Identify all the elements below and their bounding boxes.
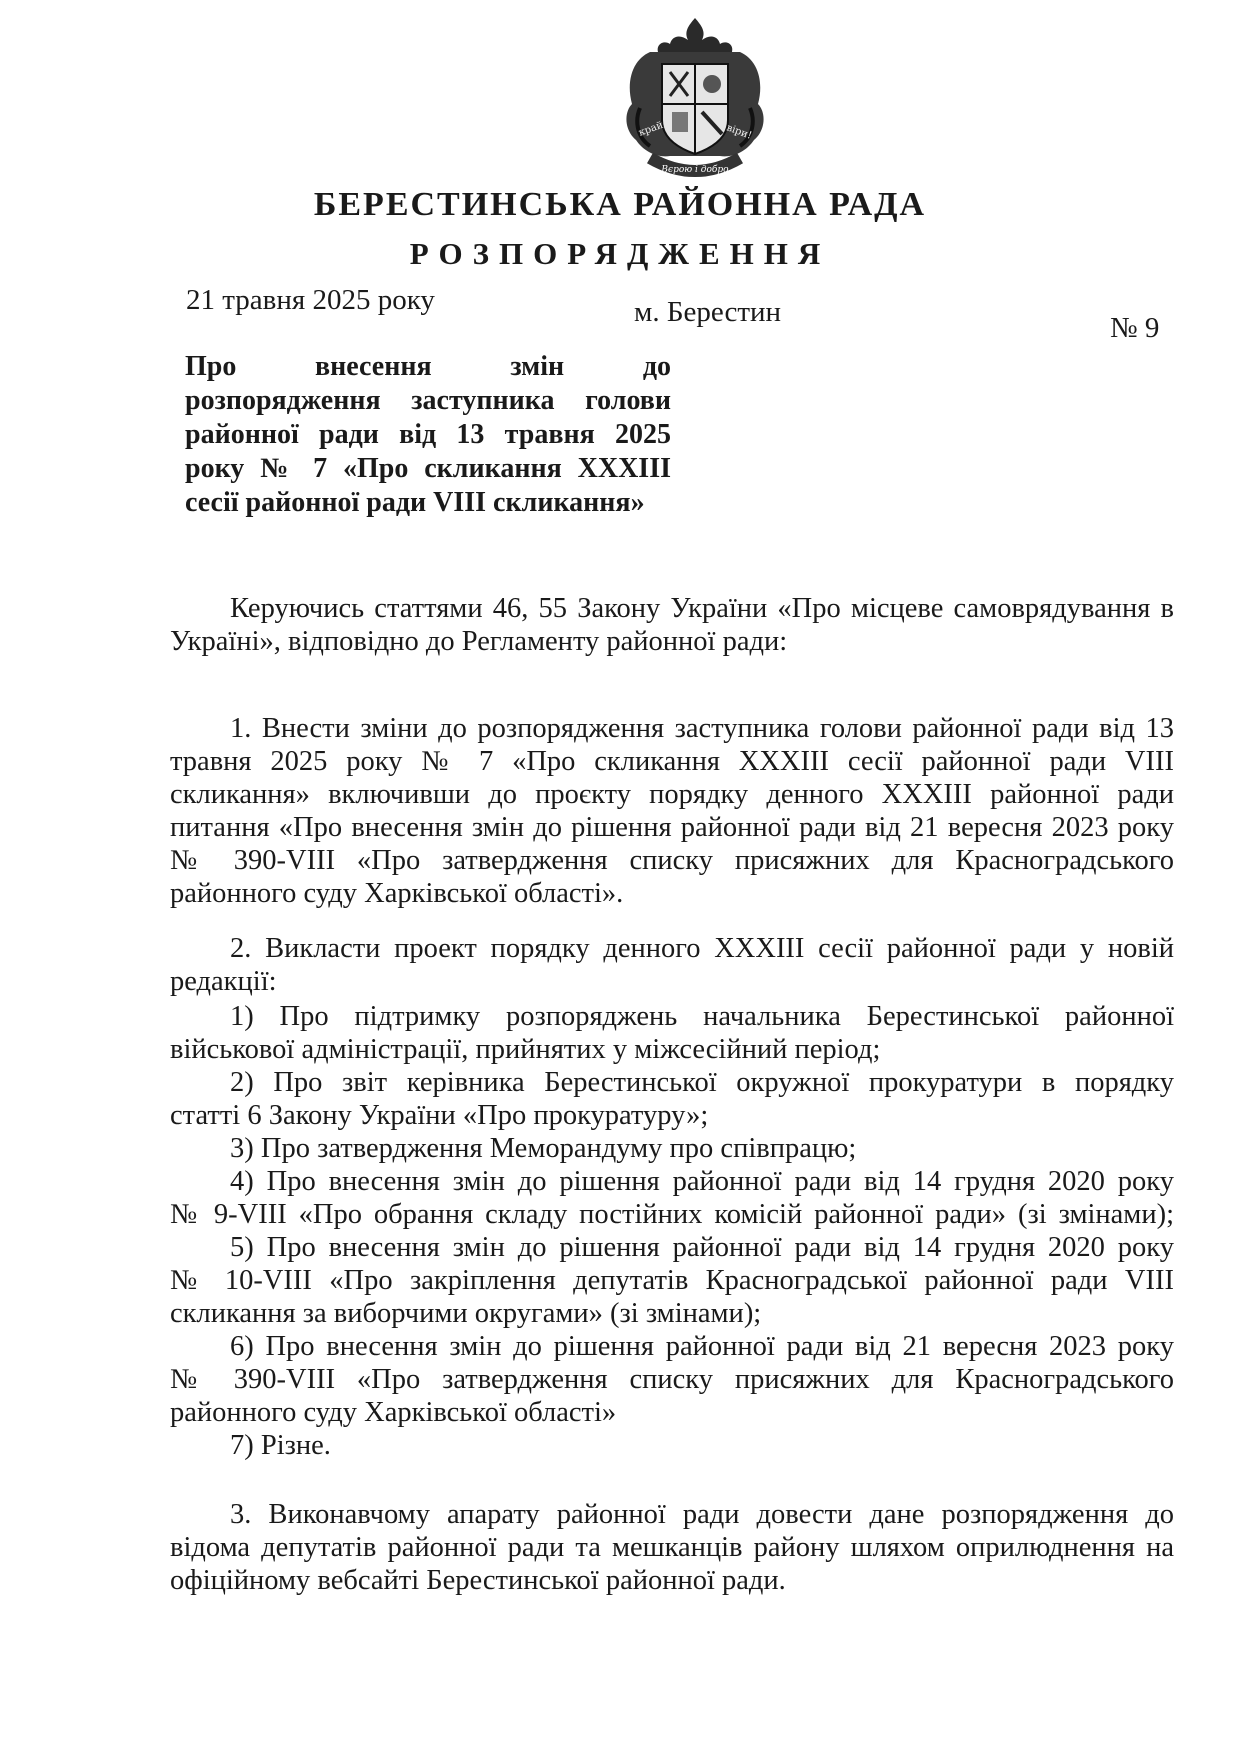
document-type-title: РОЗПОРЯДЖЕННЯ <box>409 236 831 271</box>
subject-line: районної ради від 13 травня 2025 <box>185 419 671 450</box>
agenda-item: 3) Про затвердження Меморандуму про співпрацю; <box>230 1133 857 1164</box>
preamble-line: Керуючись статтями 46, 55 Закону України «Про місцеве самоврядування в <box>230 593 1174 624</box>
document-city: м. Берестин <box>634 296 782 328</box>
document-date: 21 травня 2025 року <box>186 284 435 316</box>
agenda-item: № 9-VIII «Про обрання складу постійних комісій районної ради» (зі змінами); <box>170 1199 1174 1230</box>
document-subject <box>185 350 671 520</box>
item-1-paragraph <box>170 712 1174 910</box>
item-3-paragraph <box>170 1498 1174 1597</box>
agenda-item: 4) Про внесення змін до рішення районної ради від 14 грудня 2020 року <box>230 1166 1174 1197</box>
preamble-paragraph <box>170 592 1174 658</box>
emblem-text-left: край <box>637 119 665 139</box>
item-3-line: відома депутатів районної ради та мешканців району шляхом оприлюднення на <box>170 1532 1174 1563</box>
agenda-item: районного суду Харківської області» <box>170 1397 617 1428</box>
item-1-line: районного суду Харківської області». <box>170 878 624 909</box>
coat-of-arms-emblem <box>610 12 780 184</box>
item-3-line: 3. Виконавчому апарату районної ради довести дане розпорядження до <box>230 1499 1174 1530</box>
subject-line: Про внесення змін до <box>185 351 671 382</box>
subject-line: року № 7 «Про скликання XXXIII <box>185 453 671 484</box>
item-1-line: питання «Про внесення змін до рішення районної ради від 21 вересня 2023 року <box>170 812 1174 843</box>
item-1-line: травня 2025 року № 7 «Про скликання XXXIII сесії районної ради VIII <box>170 746 1174 777</box>
emblem-text-right: віри! <box>724 122 754 142</box>
agenda-item: 7) Різне. <box>230 1430 331 1461</box>
agenda-item: 2) Про звіт керівника Берестинської окружної прокуратури в порядку <box>230 1067 1174 1098</box>
emblem-motto: Вєрою і добро <box>661 165 729 175</box>
item-2-line: 2. Викласти проект порядку денного XXXIII сесії районної ради у новій <box>230 933 1174 964</box>
agenda-list <box>170 1000 1174 1462</box>
item-2-paragraph <box>170 932 1174 998</box>
item-1-line: № 390-VIII «Про затвердження списку присяжних для Красноградського <box>170 845 1174 876</box>
agenda-item: статті 6 Закону України «Про прокуратуру»; <box>170 1100 709 1131</box>
item-2-line: редакції: <box>170 966 277 997</box>
agenda-item: № 10-VIII «Про закріплення депутатів Красноградської районної ради VIII <box>170 1265 1174 1296</box>
agenda-item: 1) Про підтримку розпоряджень начальника Берестинської районної <box>230 1001 1174 1032</box>
subject-line: розпорядження заступника голови <box>185 385 671 416</box>
agenda-item: військової адміністрації, прийнятих у міжсесійний період; <box>170 1034 881 1065</box>
preamble-line: Україні», відповідно до Регламенту районної ради: <box>170 626 788 657</box>
item-1-line: скликання» включивши до проєкту порядку денного XXXIII районної ради <box>170 779 1174 810</box>
document-number: № 9 <box>1110 312 1160 344</box>
agenda-item: 5) Про внесення змін до рішення районної ради від 14 грудня 2020 року <box>230 1232 1174 1263</box>
subject-line: сесії районної ради VIII скликання» <box>185 487 645 518</box>
agenda-item: 6) Про внесення змін до рішення районної ради від 21 вересня 2023 року <box>230 1331 1174 1362</box>
council-name: БЕРЕСТИНСЬКА РАЙОННА РАДА <box>313 186 927 223</box>
agenda-item: скликання за виборчими округами» (зі змінами); <box>170 1298 762 1329</box>
item-1-line: 1. Внести зміни до розпорядження заступника голови районної ради від 13 <box>230 713 1174 744</box>
agenda-item: № 390-VIII «Про затвердження списку присяжних для Красноградського <box>170 1364 1174 1395</box>
item-3-line: офіційному вебсайті Берестинської районної ради. <box>170 1565 786 1596</box>
